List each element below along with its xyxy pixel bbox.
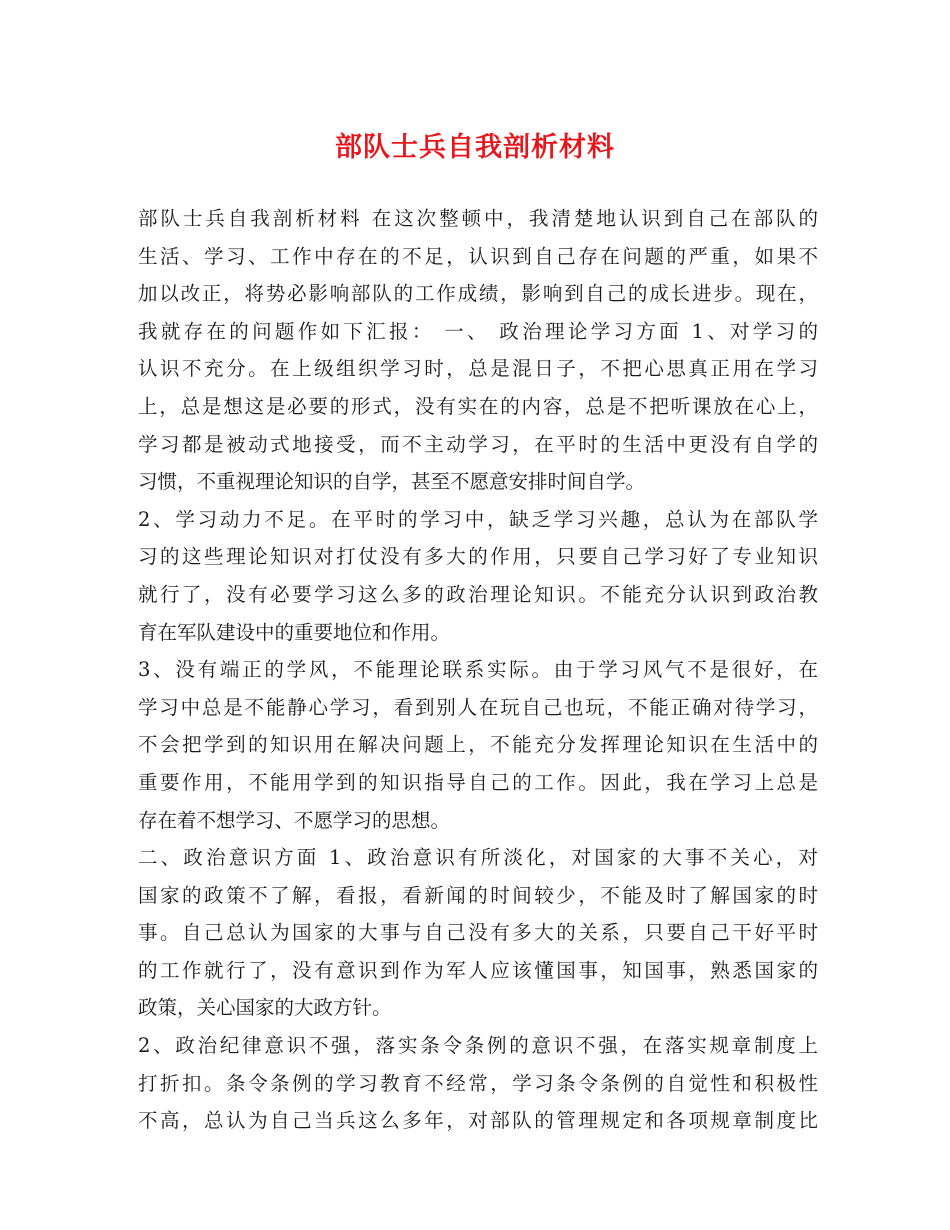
body-text-line: 3、没有端正的学风，不能理论联系实际。由于学习风气不是很好，在	[138, 658, 818, 682]
body-text-line: 二、政治意识方面 1、政治意识有所淡化，对国家的大事不关心，对	[138, 846, 818, 870]
body-text-line: 上，总是想这是必要的形式，没有实在的内容，总是不把听课放在心上，	[138, 394, 818, 418]
body-text-line: 部队士兵自我剖析材料 在这次整顿中，我清楚地认识到自己在部队的	[138, 207, 818, 230]
body-text-line: 学习都是被动式地接受，而不主动学习，在平时的生活中更没有自学的	[138, 432, 818, 456]
body-text-line: 习的这些理论知识对打仗没有多大的作用，只要自己学习好了专业知识	[138, 545, 818, 569]
body-text-line: 认识不充分。在上级组织学习时，总是混日子，不把心思真正用在学习	[138, 357, 818, 381]
body-text-line: 习惯，不重视理论知识的自学，甚至不愿意安排时间自学。	[138, 470, 646, 494]
body-text-line: 政策，关心国家的大政方针。	[138, 996, 392, 1020]
body-text-line: 不高，总认为自己当兵这么多年，对部队的管理规定和各项规章制度比	[138, 1109, 818, 1133]
body-text-line: 我就存在的问题作如下汇报： 一、 政治理论学习方面 1、对学习的	[138, 319, 818, 343]
body-text-line: 事。自己总认为国家的大事与自己没有多大的关系，只要自己干好平时	[138, 921, 818, 945]
body-text-line: 打折扣。条令条例的学习教育不经常，学习条令条例的自觉性和积极性	[138, 1071, 818, 1095]
document-title: 部队士兵自我剖析材料	[335, 132, 615, 163]
document-body	[138, 200, 818, 1140]
body-text-line: 国家的政策不了解，看报，看新闻的时间较少，不能及时了解国家的时	[138, 883, 818, 907]
body-text-line: 存在着不想学习、不愿学习的思想。	[138, 808, 451, 832]
body-text-line: 重要作用，不能用学到的知识指导自己的工作。因此，我在学习上总是	[138, 770, 818, 794]
body-text-line: 2、学习动力不足。在平时的学习中，缺乏学习兴趣，总认为在部队学	[138, 507, 818, 531]
body-text-line: 学习中总是不能静心学习，看到别人在玩自己也玩，不能正确对待学习，	[138, 695, 818, 719]
body-text-line: 加以改正，将势必影响部队的工作成绩，影响到自己的成长进步。现在，	[138, 282, 818, 306]
body-text-line: 2、政治纪律意识不强，落实条令条例的意识不强，在落实规章制度上	[138, 1034, 818, 1058]
body-text-line: 育在军队建设中的重要地位和作用。	[138, 620, 451, 644]
body-text-line: 不会把学到的知识用在解决问题上，不能充分发挥理论知识在生活中的	[138, 733, 818, 757]
body-text-line: 生活、学习、工作中存在的不足，认识到自己存在问题的严重，如果不	[138, 244, 818, 268]
body-text-line: 的工作就行了，没有意识到作为军人应该懂国事，知国事，熟悉国家的	[138, 958, 818, 982]
body-text-line: 就行了，没有必要学习这么多的政治理论知识。不能充分认识到政治教	[138, 582, 818, 606]
